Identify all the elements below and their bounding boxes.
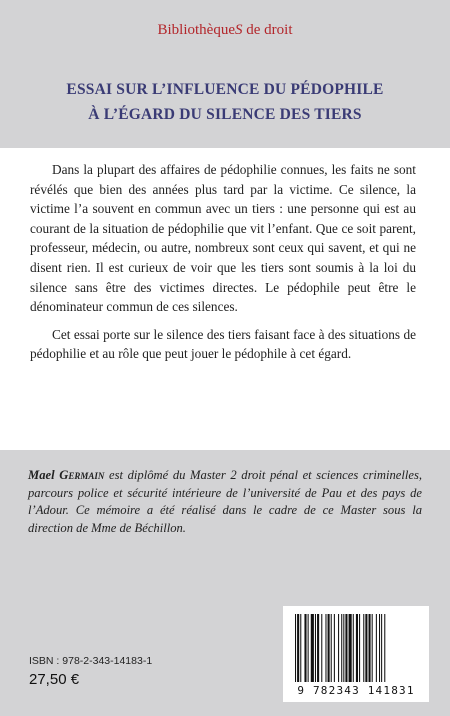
blurb-paragraph-2: Cet essai porte sur le silence des tiers faisant face à des situations de pédophilie et au rôle que peut jouer le pédophile à cet égard.	[30, 326, 416, 362]
barcode-bar	[331, 614, 332, 682]
price-text: 27,50 €	[29, 671, 80, 688]
author-name	[28, 468, 104, 482]
barcode-bar	[308, 614, 309, 682]
author-first-name: Mael	[28, 468, 60, 482]
series-name-part2: de droit	[242, 22, 293, 38]
barcode-bar	[341, 614, 342, 682]
barcode-bar	[345, 614, 347, 682]
author-bio-text: est diplômé du Master 2 droit pénal et sciences criminelles, parcours police et sécurité intérieure de l’université de Pau et des pays de l’Adour. Ce mémoire a été réalisé dans le cadre de ce Master sous la direction de Mme de Béchillon.	[28, 468, 423, 535]
barcode-bar	[356, 614, 358, 682]
barcode-bar	[311, 614, 314, 682]
series-name-part1: Bibliothèque	[157, 22, 235, 38]
book-title-line2: À L’ÉGARD DU SILENCE DES TIERS	[88, 106, 362, 123]
barcode-bar	[300, 614, 301, 682]
barcode-bar	[379, 614, 380, 682]
barcode-bar	[304, 614, 306, 682]
barcode-bar	[353, 614, 354, 682]
barcode-bar	[343, 614, 344, 682]
barcode-bar	[325, 614, 326, 682]
barcode-bar	[328, 614, 330, 682]
series-name-italic-s: S	[235, 22, 243, 38]
barcode-bar	[321, 614, 322, 682]
barcode-bar	[295, 614, 296, 682]
blurb-text	[30, 160, 416, 372]
barcode-bar	[372, 614, 373, 682]
barcode-bar	[315, 614, 316, 682]
series-name	[0, 22, 450, 39]
barcode-bar	[317, 614, 319, 682]
barcode-digits: 9 782343 141831	[297, 684, 415, 697]
barcode-bar	[376, 614, 377, 682]
barcode-bar	[334, 614, 335, 682]
barcode-bar	[297, 614, 299, 682]
isbn-text: ISBN : 978-2-343-14183-1	[29, 655, 153, 667]
author-bio	[28, 467, 422, 537]
book-title	[20, 77, 430, 127]
barcode-bar	[365, 614, 367, 682]
barcode-bar	[363, 614, 364, 682]
blurb-paragraph-1: Dans la plupart des affaires de pédophilie connues, les faits ne sont révélés que bien des années plus tard par la victime. Ce silence, la victime l’a souvent en commun avec un tiers : une personne qui est au courant de la situation de pédophilie que vit l’enfant. Que ce soit parent, professeur, médecin, ou autre, nombreux sont ceux qui savent, et qui ne disent rien. Il est curieux de voir que les tiers sont soumis à la loi du silence sans être des victimes directes. Le pédophile peut être le dénominateur commun de ces silences.	[30, 162, 416, 315]
barcode	[283, 606, 429, 702]
barcode-bar	[338, 614, 339, 682]
barcode-bar	[359, 614, 360, 682]
barcode-bar	[381, 614, 382, 682]
barcode-bar	[369, 614, 371, 682]
book-title-line1: ESSAI SUR L’INFLUENCE DU PÉDOPHILE	[66, 81, 384, 98]
barcode-bar	[349, 614, 352, 682]
barcode-bar	[384, 614, 385, 682]
author-last-name: Germain	[59, 468, 105, 482]
